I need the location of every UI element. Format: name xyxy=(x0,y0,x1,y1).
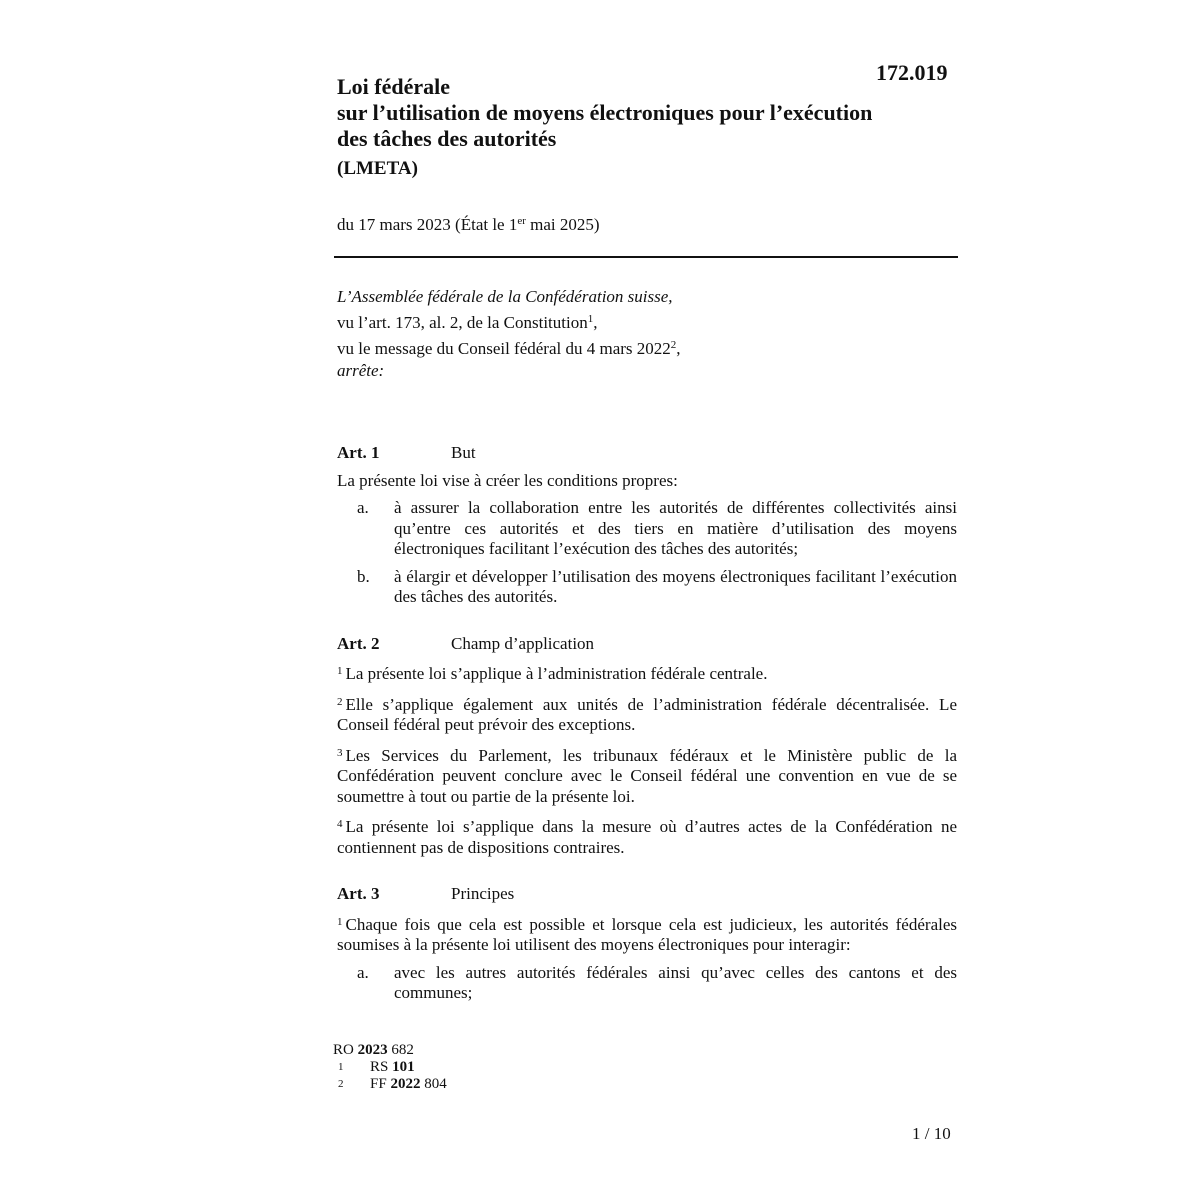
fn1-bold: 101 xyxy=(392,1059,415,1075)
footnote-2 xyxy=(333,1076,447,1093)
article-1-heading xyxy=(337,443,957,464)
preamble-line-2 xyxy=(337,334,957,360)
article-2-heading xyxy=(337,634,957,655)
article-3-para-1 xyxy=(337,912,957,956)
article-3-heading xyxy=(337,884,957,905)
paragraph-number: 3 xyxy=(337,746,343,759)
sr-number: 172.019 xyxy=(876,60,948,85)
item-letter: a. xyxy=(357,962,369,982)
preamble-line-1-text: vu l’art. 173, al. 2, de la Constitution xyxy=(337,313,588,332)
item-text: à assurer la collaboration entre les autorités de différentes collectivités ainsi qu’entre ces autorités et des tiers en matière d’utilisation des moyens électroniques facilitant l’exécution des tâches des autorités; xyxy=(394,498,957,558)
paragraph-text: Les Services du Parlement, les tribunaux fédéraux et le Ministère public de la Confédération peuvent conclure avec le Conseil fédéral une convention en vue de se soumettre à tout ou partie de la présente loi. xyxy=(337,745,957,806)
fn2-bold: 2022 xyxy=(390,1076,421,1092)
footnotes xyxy=(333,1042,447,1093)
footnote-ref-2[interactable]: 2 xyxy=(670,339,677,351)
date-suffix: mai 2025) xyxy=(525,215,600,234)
item-letter: a. xyxy=(357,498,369,517)
law-abbreviation: (LMETA) xyxy=(337,158,418,179)
date-prefix: du 17 mars 2023 (État le 1 xyxy=(337,215,518,234)
preamble-line-1-end: , xyxy=(593,313,598,332)
article-3-title: Principes xyxy=(451,884,515,903)
fn2-prefix: FF xyxy=(370,1076,391,1092)
ro-prefix: RO xyxy=(333,1042,358,1058)
footnote-text xyxy=(370,1076,447,1093)
fn2-page: 804 xyxy=(420,1076,447,1092)
preamble-assembly: L’Assemblée fédérale de la Confédération suisse, xyxy=(337,287,673,306)
article-2-para-2 xyxy=(337,692,957,736)
article-3-item-a xyxy=(337,963,957,1004)
article-3-number: Art. 3 xyxy=(337,884,380,903)
law-title-line-1: Loi fédérale xyxy=(337,74,451,99)
footnote-text xyxy=(370,1059,415,1076)
preamble-line-1 xyxy=(337,308,957,334)
article-1-intro: La présente loi vise à créer les conditions propres: xyxy=(337,470,678,490)
paragraph-number: 1 xyxy=(337,915,343,928)
article-2-para-1 xyxy=(337,661,957,685)
preamble-line-2-text: vu le message du Conseil fédéral du 4 mars 2022 xyxy=(337,339,671,358)
paragraph-number: 4 xyxy=(337,818,343,830)
preamble-decree: arrête: xyxy=(337,361,385,380)
article-2-para-4 xyxy=(337,814,957,858)
law-title-line-3: des tâches des autorités xyxy=(337,126,557,151)
paragraph-number: 2 xyxy=(337,695,343,708)
footnote-1 xyxy=(333,1059,447,1076)
article-2-title: Champ d’application xyxy=(451,633,595,653)
article-1-item-b xyxy=(337,567,957,608)
page-number: 1 / 10 xyxy=(912,1124,951,1143)
paragraph-number: 1 xyxy=(337,665,343,677)
date-superscript: er xyxy=(517,215,526,227)
paragraph-text: Elle s’applique également aux unités de l’administration fédérale décentralisée. Le Conseil fédéral peut prévoir des exceptions. xyxy=(337,694,957,734)
ro-page: 682 xyxy=(387,1042,414,1058)
item-text: à élargir et développer l’utilisation des moyens électroniques facilitant l’exécution des tâches des autorités. xyxy=(394,566,957,606)
article-1-item-a xyxy=(337,498,957,560)
footnote-ro xyxy=(333,1042,447,1059)
article-1-number: Art. 1 xyxy=(337,443,380,462)
preamble xyxy=(337,286,957,382)
title-divider xyxy=(334,256,958,258)
fn1-prefix: RS xyxy=(370,1059,393,1075)
footnote-number: 2 xyxy=(338,1078,344,1090)
item-text: avec les autres autorités fédérales ainsi qu’avec celles des cantons et des communes; xyxy=(394,962,957,1002)
law-date xyxy=(337,215,600,235)
article-2-para-3 xyxy=(337,743,957,808)
paragraph-text: La présente loi s’applique à l’administration fédérale centrale. xyxy=(345,664,768,683)
article-2-number: Art. 2 xyxy=(337,633,380,653)
footnote-ref-1[interactable]: 1 xyxy=(587,313,594,325)
article-1-title: But xyxy=(451,443,476,462)
item-letter: b. xyxy=(357,566,370,586)
paragraph-text: Chaque fois que cela est possible et lorsque cela est judicieux, les autorités fédérales soumises à la présente loi utilisent des moyens électroniques pour interagir: xyxy=(337,914,957,954)
ro-year: 2023 xyxy=(357,1042,388,1058)
law-body xyxy=(337,443,957,1011)
paragraph-text: La présente loi s’applique dans la mesure où d’autres actes de la Confédération ne contiennent pas de dispositions contraires. xyxy=(337,817,957,857)
preamble-line-2-end: , xyxy=(676,339,681,358)
law-title-line-2: sur l’utilisation de moyens électroniques pour l’exécution xyxy=(337,100,873,125)
title-block xyxy=(337,74,957,182)
footnote-number: 1 xyxy=(338,1061,344,1073)
